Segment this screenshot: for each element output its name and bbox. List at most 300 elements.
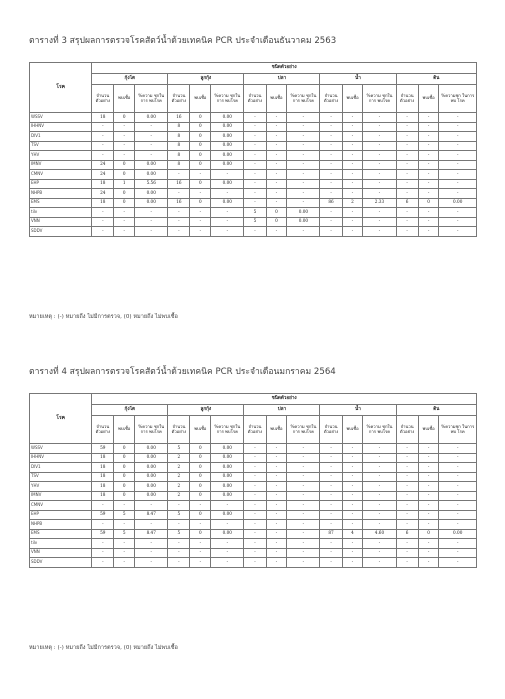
disease-name: VNN: [30, 548, 92, 558]
table-cell: -: [320, 491, 342, 501]
table-cell: 0: [114, 189, 135, 199]
table-row: [30, 160, 477, 170]
disease-name: TSV: [30, 141, 92, 151]
table-cell: -: [190, 170, 211, 180]
group-header: กุ้งโต: [92, 74, 168, 85]
table-cell: -: [92, 122, 114, 132]
table-3-footnote: หมายเหตุ : (-) หมายถึง ไม่มีการตรวจ, (0) หมายถึง ไม่พบเชื้อ: [29, 314, 178, 320]
positive-count-header: พบเชื้อ: [266, 416, 287, 444]
header-row-sample-type: [30, 63, 477, 74]
table-cell: 5: [168, 529, 190, 539]
table-row: [30, 548, 477, 558]
disease-name: EHP: [30, 179, 92, 189]
table-cell: 0.00: [135, 463, 168, 473]
disease-name: NHPB: [30, 520, 92, 530]
table-cell: -: [266, 558, 287, 568]
table-cell: 87: [320, 529, 342, 539]
table-cell: 0.00: [211, 113, 244, 123]
table-cell: -: [439, 217, 477, 227]
table-cell: -: [320, 520, 342, 530]
table-cell: -: [266, 151, 287, 161]
table-cell: -: [114, 558, 135, 568]
positive-count-header: พบเชื้อ: [418, 85, 439, 113]
table-cell: 0.00: [211, 482, 244, 492]
sample-count-header: จำนวน ตัวอย่าง: [244, 416, 266, 444]
table-cell: 0.00: [439, 198, 477, 208]
table-cell: -: [211, 539, 244, 549]
table-cell: -: [342, 151, 363, 161]
table-cell: -: [342, 141, 363, 151]
table-row: [30, 520, 477, 530]
table-cell: 18: [92, 482, 114, 492]
table-cell: -: [92, 132, 114, 142]
table-cell: -: [342, 444, 363, 454]
table-cell: -: [320, 113, 342, 123]
table-cell: -: [320, 558, 342, 568]
table-cell: -: [396, 208, 418, 218]
group-header: ปลา: [244, 405, 320, 416]
disease-name: WSSV: [30, 113, 92, 123]
table-cell: 0.00: [135, 444, 168, 454]
disease-name: SDDV: [30, 558, 92, 568]
table-row: [30, 501, 477, 511]
table-cell: -: [135, 548, 168, 558]
table-cell: -: [342, 208, 363, 218]
table-cell: 24: [92, 170, 114, 180]
table-cell: -: [418, 520, 439, 530]
table-cell: -: [439, 482, 477, 492]
table-cell: -: [287, 539, 320, 549]
table-cell: 0: [190, 198, 211, 208]
table-cell: -: [418, 227, 439, 237]
table-cell: 18: [92, 179, 114, 189]
table-cell: -: [168, 501, 190, 511]
table-cell: 4: [342, 529, 363, 539]
header-row-metrics: [30, 85, 477, 113]
table-cell: -: [418, 463, 439, 473]
table-cell: -: [114, 122, 135, 132]
table-cell: 0: [190, 122, 211, 132]
table-row: [30, 189, 477, 199]
table-cell: -: [320, 189, 342, 199]
table-cell: -: [396, 520, 418, 530]
table-cell: -: [244, 122, 266, 132]
table-cell: -: [135, 558, 168, 568]
table-cell: -: [439, 170, 477, 180]
table-cell: 5: [244, 217, 266, 227]
table-cell: 8.47: [135, 529, 168, 539]
table-cell: -: [114, 501, 135, 511]
table-cell: -: [287, 189, 320, 199]
table-cell: 4.60: [363, 529, 396, 539]
table-cell: -: [363, 491, 396, 501]
disease-name: YHV: [30, 482, 92, 492]
table-cell: -: [244, 472, 266, 482]
table-cell: -: [396, 482, 418, 492]
table-cell: -: [418, 548, 439, 558]
table-cell: -: [266, 170, 287, 180]
table-row: [30, 444, 477, 454]
table-cell: -: [266, 453, 287, 463]
table-cell: -: [396, 558, 418, 568]
table-cell: 0.00: [211, 453, 244, 463]
table-cell: -: [168, 548, 190, 558]
table-cell: -: [266, 539, 287, 549]
table-cell: -: [287, 141, 320, 151]
table-cell: -: [287, 170, 320, 180]
table-cell: 8: [168, 132, 190, 142]
disease-name: EHP: [30, 510, 92, 520]
table-cell: 18: [92, 453, 114, 463]
table-cell: -: [396, 122, 418, 132]
table-cell: -: [320, 160, 342, 170]
table-cell: 0.00: [211, 472, 244, 482]
table-cell: -: [363, 501, 396, 511]
table-cell: -: [287, 463, 320, 473]
table-cell: -: [190, 548, 211, 558]
disease-name: CMNV: [30, 501, 92, 511]
disease-name: tilv: [30, 208, 92, 218]
table-cell: -: [363, 453, 396, 463]
table-cell: -: [363, 160, 396, 170]
table-row: [30, 453, 477, 463]
table-cell: 0.00: [211, 444, 244, 454]
table-cell: -: [396, 170, 418, 180]
table-cell: -: [363, 558, 396, 568]
table-cell: -: [439, 122, 477, 132]
table-cell: -: [396, 501, 418, 511]
table-cell: -: [418, 217, 439, 227]
disease-column-header: โรค: [30, 394, 92, 444]
table-cell: -: [92, 558, 114, 568]
disease-name: EMS: [30, 198, 92, 208]
table-cell: 24: [92, 189, 114, 199]
table-cell: -: [363, 520, 396, 530]
table-cell: 0: [114, 160, 135, 170]
table-cell: -: [168, 539, 190, 549]
table-cell: -: [342, 122, 363, 132]
table-cell: 8.47: [135, 510, 168, 520]
prevalence-header: %ความชุก ในการพบ โรค: [439, 416, 477, 444]
table-cell: -: [363, 510, 396, 520]
table-cell: -: [396, 539, 418, 549]
table-cell: -: [418, 539, 439, 549]
disease-name: IHHNV: [30, 453, 92, 463]
group-header: กุ้งโต: [92, 405, 168, 416]
table-cell: -: [363, 548, 396, 558]
table-cell: -: [135, 151, 168, 161]
table-cell: -: [244, 444, 266, 454]
sample-count-header: จำนวน ตัวอย่าง: [92, 416, 114, 444]
table-cell: -: [439, 132, 477, 142]
sample-count-header: จำนวน ตัวอย่าง: [92, 85, 114, 113]
table-cell: -: [244, 132, 266, 142]
table-cell: 18: [92, 491, 114, 501]
table-cell: -: [320, 141, 342, 151]
table-cell: -: [439, 472, 477, 482]
table-row: [30, 179, 477, 189]
table-cell: -: [92, 208, 114, 218]
table-cell: -: [190, 208, 211, 218]
group-header: น้ำ: [320, 74, 396, 85]
table-cell: -: [244, 198, 266, 208]
group-header: ปลา: [244, 74, 320, 85]
table-cell: 0.00: [211, 141, 244, 151]
sample-type-header: ชนิดตัวอย่าง: [92, 394, 477, 405]
table-cell: -: [168, 558, 190, 568]
table-cell: 0: [114, 491, 135, 501]
positive-count-header: พบเชื้อ: [190, 416, 211, 444]
table-cell: -: [244, 491, 266, 501]
table-cell: 8: [168, 122, 190, 132]
header-row-metrics: [30, 416, 477, 444]
table-cell: -: [92, 548, 114, 558]
table-cell: 0: [190, 529, 211, 539]
table-cell: -: [342, 501, 363, 511]
table-cell: -: [287, 453, 320, 463]
table-cell: -: [244, 227, 266, 237]
positive-count-header: พบเชื้อ: [114, 416, 135, 444]
table-cell: -: [439, 141, 477, 151]
table-cell: -: [244, 510, 266, 520]
disease-name: tilv: [30, 539, 92, 549]
table-cell: -: [135, 122, 168, 132]
table-cell: 18: [92, 113, 114, 123]
table-cell: 0.00: [211, 529, 244, 539]
table-cell: -: [211, 170, 244, 180]
table-row: [30, 482, 477, 492]
table-cell: 0: [418, 198, 439, 208]
table-cell: 0.00: [211, 179, 244, 189]
table-cell: -: [135, 217, 168, 227]
table-cell: 0: [114, 198, 135, 208]
table-cell: -: [320, 501, 342, 511]
disease-name: IHHNV: [30, 122, 92, 132]
table-cell: -: [287, 160, 320, 170]
table-cell: -: [244, 141, 266, 151]
table-cell: -: [287, 122, 320, 132]
table-cell: -: [190, 539, 211, 549]
table-cell: -: [168, 227, 190, 237]
table-cell: -: [363, 189, 396, 199]
table-cell: -: [418, 189, 439, 199]
table-cell: -: [114, 141, 135, 151]
prevalence-header: %ความ ชุกในการ พบโรค: [363, 85, 396, 113]
table-cell: 16: [168, 113, 190, 123]
table-cell: 0.00: [135, 170, 168, 180]
table-cell: 0.00: [135, 113, 168, 123]
table-cell: -: [244, 529, 266, 539]
table-cell: 0: [418, 529, 439, 539]
table-cell: -: [439, 463, 477, 473]
table-cell: -: [211, 501, 244, 511]
table-cell: -: [114, 217, 135, 227]
table-cell: 0: [190, 160, 211, 170]
table-cell: 0: [114, 453, 135, 463]
table-cell: 0.00: [211, 122, 244, 132]
table-cell: -: [342, 132, 363, 142]
table-cell: -: [363, 482, 396, 492]
disease-name: YHV: [30, 151, 92, 161]
table-cell: 0: [266, 217, 287, 227]
table-cell: -: [439, 151, 477, 161]
table-cell: 18: [92, 198, 114, 208]
disease-name: CMNV: [30, 170, 92, 180]
table-cell: -: [439, 548, 477, 558]
table-cell: -: [363, 122, 396, 132]
table-cell: -: [396, 160, 418, 170]
table-cell: -: [244, 160, 266, 170]
table-cell: -: [439, 491, 477, 501]
table-row: [30, 463, 477, 473]
table-cell: -: [287, 529, 320, 539]
prevalence-header: %ความ ชุกในการ พบโรค: [287, 85, 320, 113]
table-cell: -: [320, 510, 342, 520]
table-cell: -: [342, 520, 363, 530]
prevalence-header: %ความ ชุกในการ พบโรค: [135, 416, 168, 444]
table-cell: -: [320, 122, 342, 132]
table-cell: -: [342, 453, 363, 463]
table-row: [30, 132, 477, 142]
table-cell: -: [396, 472, 418, 482]
table-cell: 59: [92, 510, 114, 520]
table-cell: -: [320, 132, 342, 142]
table-cell: -: [266, 189, 287, 199]
table-cell: -: [211, 189, 244, 199]
disease-name: TSV: [30, 472, 92, 482]
table-cell: 2: [168, 453, 190, 463]
table-cell: -: [266, 548, 287, 558]
table-cell: -: [114, 132, 135, 142]
table-cell: -: [244, 539, 266, 549]
table-cell: -: [266, 122, 287, 132]
table-cell: -: [396, 548, 418, 558]
table-cell: -: [135, 501, 168, 511]
table-cell: -: [342, 558, 363, 568]
sample-count-header: จำนวน ตัวอย่าง: [320, 416, 342, 444]
table-cell: 0.00: [211, 132, 244, 142]
table-cell: 0: [190, 444, 211, 454]
table-cell: -: [211, 520, 244, 530]
table-cell: 2: [168, 491, 190, 501]
table-3-title: ตารางที่ 3 สรุปผลการตรวจโรคสัตว์น้ำด้วยเทคนิค PCR ประจำเดือนธันวาคม 2563: [29, 36, 337, 46]
table-cell: -: [396, 179, 418, 189]
table-cell: 5: [114, 510, 135, 520]
table-cell: -: [320, 179, 342, 189]
table-cell: -: [266, 198, 287, 208]
table-cell: 0.00: [135, 453, 168, 463]
table-row: [30, 170, 477, 180]
table-cell: 2.33: [363, 198, 396, 208]
disease-name: VNN: [30, 217, 92, 227]
sample-count-header: จำนวน ตัวอย่าง: [244, 85, 266, 113]
table-cell: 8: [168, 160, 190, 170]
header-row-groups: [30, 74, 477, 85]
table-cell: -: [211, 227, 244, 237]
table-cell: -: [266, 160, 287, 170]
table-cell: -: [363, 141, 396, 151]
table-cell: 0: [190, 151, 211, 161]
table-cell: -: [439, 160, 477, 170]
table-cell: -: [190, 501, 211, 511]
table-cell: -: [287, 510, 320, 520]
table-cell: 0.00: [211, 198, 244, 208]
table-cell: -: [287, 520, 320, 530]
table-cell: -: [266, 520, 287, 530]
table-cell: -: [396, 217, 418, 227]
table-cell: -: [396, 151, 418, 161]
table-cell: -: [287, 558, 320, 568]
table-cell: 0.00: [287, 208, 320, 218]
table-cell: -: [266, 132, 287, 142]
table-cell: -: [439, 453, 477, 463]
table-cell: -: [439, 539, 477, 549]
table-cell: -: [190, 520, 211, 530]
table-cell: -: [320, 444, 342, 454]
disease-name: DIV1: [30, 132, 92, 142]
table-cell: -: [244, 189, 266, 199]
table-cell: 0: [266, 208, 287, 218]
table-cell: -: [320, 539, 342, 549]
table-cell: -: [320, 170, 342, 180]
table-cell: -: [418, 132, 439, 142]
table-row: [30, 227, 477, 237]
positive-count-header: พบเชื้อ: [266, 85, 287, 113]
table-cell: -: [92, 539, 114, 549]
table-row: [30, 113, 477, 123]
table-cell: 0.00: [211, 491, 244, 501]
table-cell: 2: [342, 198, 363, 208]
table-cell: 6: [396, 198, 418, 208]
table-cell: -: [439, 558, 477, 568]
table-cell: 0.00: [211, 151, 244, 161]
table-cell: -: [92, 141, 114, 151]
table-cell: 0: [190, 179, 211, 189]
table-cell: -: [363, 170, 396, 180]
table-cell: 0.00: [135, 189, 168, 199]
table-cell: -: [396, 463, 418, 473]
table-cell: -: [266, 227, 287, 237]
table-cell: -: [266, 482, 287, 492]
table-cell: -: [211, 558, 244, 568]
table-cell: 0: [114, 444, 135, 454]
table-cell: -: [287, 198, 320, 208]
table-row: [30, 122, 477, 132]
positive-count-header: พบเชื้อ: [342, 85, 363, 113]
table-cell: -: [396, 189, 418, 199]
table-cell: 86: [320, 198, 342, 208]
table-cell: 16: [168, 198, 190, 208]
table-row: [30, 510, 477, 520]
table-cell: 0.00: [135, 160, 168, 170]
table-cell: -: [418, 472, 439, 482]
table-cell: -: [363, 472, 396, 482]
table-cell: 59: [92, 444, 114, 454]
table-row: [30, 539, 477, 549]
table-cell: -: [244, 482, 266, 492]
table-row: [30, 141, 477, 151]
table-cell: -: [114, 520, 135, 530]
table-cell: -: [342, 160, 363, 170]
table-cell: -: [92, 217, 114, 227]
table-cell: -: [363, 539, 396, 549]
table-cell: -: [418, 179, 439, 189]
table-cell: 0: [190, 482, 211, 492]
table-row: [30, 217, 477, 227]
table-cell: 18: [92, 472, 114, 482]
table-row: [30, 208, 477, 218]
table-cell: 0: [190, 113, 211, 123]
